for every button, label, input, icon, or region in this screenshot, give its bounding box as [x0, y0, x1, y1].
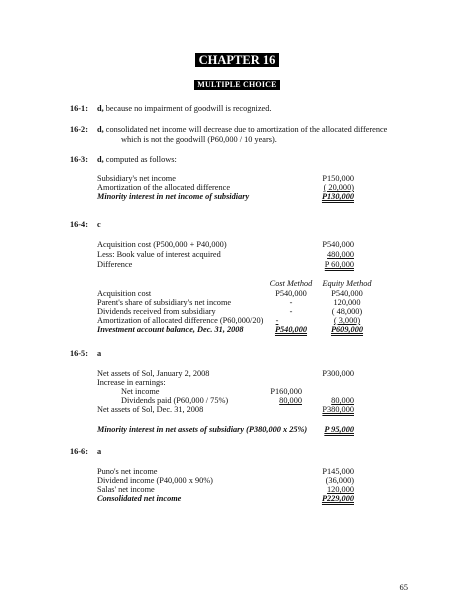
answer-letter: d,	[97, 155, 104, 164]
column-header-cost: Cost Method	[269, 279, 313, 288]
schedule-sub-value: P160,000	[270, 387, 302, 396]
schedule-label: Net assets of Sol, Dec. 31, 2008	[97, 405, 204, 414]
table-total-equity: P609,000	[330, 325, 364, 334]
table-cost-value: P540,000	[275, 289, 307, 298]
answer-letter: d,	[97, 125, 104, 134]
schedule-label: Amortization of the allocated difference	[97, 183, 230, 192]
answer-text: because no impairment of goodwill is recognized.	[103, 104, 272, 113]
schedule-value: 120,000	[327, 485, 354, 494]
schedule-value: P300,000	[322, 369, 354, 378]
schedule-sub-value: 80,000	[279, 396, 302, 405]
schedule-total-label: Minority interest in net income of subsidiary	[97, 192, 250, 201]
schedule-total-label: Consolidated net income	[97, 494, 182, 503]
schedule-sub-label: Dividends paid (P60,000 / 75%)	[121, 396, 229, 405]
schedule-value: P540,000	[322, 240, 354, 249]
column-header-equity: Equity Method	[322, 279, 372, 288]
schedule-value: 480,000	[327, 250, 354, 259]
question-number: 16-3:	[70, 155, 88, 164]
page-number: 65	[399, 582, 408, 592]
table-cost-value: -	[275, 316, 279, 325]
schedule-label: Less: Book value of interest acquired	[97, 250, 221, 259]
table-cost-value: -	[289, 298, 293, 307]
schedule-label: Puno's net income	[97, 467, 158, 476]
schedule-total-label: Minority interest in net assets of subsidiary (P380,000 x 25%)	[97, 425, 308, 434]
schedule-total-value: P229,000	[321, 494, 354, 503]
answer-line	[97, 125, 387, 135]
table-label: Dividends received from subsidiary	[97, 307, 216, 316]
schedule-value: (36,000)	[325, 476, 354, 485]
answer-letter: c	[97, 220, 101, 229]
answer-letter: a	[97, 349, 102, 358]
table-total-cost: P540,000	[274, 325, 308, 334]
table-label: Parent's share of subsidiary's net income	[97, 298, 232, 307]
table-label: Acquisition cost	[97, 289, 152, 298]
table-equity-value: ( 48,000)	[331, 307, 363, 316]
schedule-value: ( 20,000)	[323, 183, 354, 192]
question-number: 16-2:	[70, 125, 88, 134]
schedule-value: P150,000	[322, 174, 354, 183]
question-number: 16-4:	[70, 220, 88, 229]
answer-text: computed as follows:	[103, 155, 177, 164]
schedule-label: Salas' net income	[97, 485, 155, 494]
schedule-label: Net assets of Sol, January 2, 2008	[97, 369, 210, 378]
table-equity-value: 120,000	[333, 298, 361, 307]
answer-line	[97, 155, 177, 165]
schedule-total-value: P 95,000	[324, 425, 354, 434]
answer-text-continued: which is not the goodwill (P60,000 / 10 years).	[121, 135, 277, 144]
schedule-value: 80,000	[331, 396, 354, 405]
section-title: MULTIPLE CHOICE	[194, 80, 279, 90]
question-number: 16-1:	[70, 104, 88, 113]
answer-text: consolidated net income will decrease due to amortization of the allocated difference	[103, 125, 388, 134]
question-number: 16-5:	[70, 349, 88, 358]
chapter-heading	[0, 53, 474, 67]
table-label: Amortization of allocated difference (P60,000/20)	[97, 316, 264, 325]
answer-letter: d,	[97, 104, 104, 113]
answer-letter: a	[97, 447, 102, 456]
schedule-label: Acquisition cost (P500,000 + P40,000)	[97, 240, 227, 249]
table-equity-value: ( 3,000)	[333, 316, 361, 325]
schedule-label: Dividend income (P40,000 x 90%)	[97, 476, 213, 485]
schedule-value: P145,000	[322, 467, 354, 476]
table-equity-value: P540,000	[331, 289, 363, 298]
schedule-value: P380,000	[322, 405, 354, 414]
question-number: 16-6:	[70, 447, 88, 456]
schedule-total-value: P130,000	[321, 192, 354, 201]
schedule-value: P 60,000	[324, 260, 354, 269]
chapter-title: CHAPTER 16	[195, 53, 280, 67]
schedule-label: Subsidiary's net income	[97, 174, 176, 183]
section-heading	[0, 80, 474, 90]
schedule-label: Increase in earnings:	[97, 378, 166, 387]
answer-line	[97, 104, 271, 114]
schedule-label: Difference	[97, 260, 133, 269]
schedule-sub-label: Net income	[121, 387, 160, 396]
table-cost-value: -	[289, 307, 293, 316]
table-total-label: Investment account balance, Dec. 31, 2008	[97, 325, 244, 334]
